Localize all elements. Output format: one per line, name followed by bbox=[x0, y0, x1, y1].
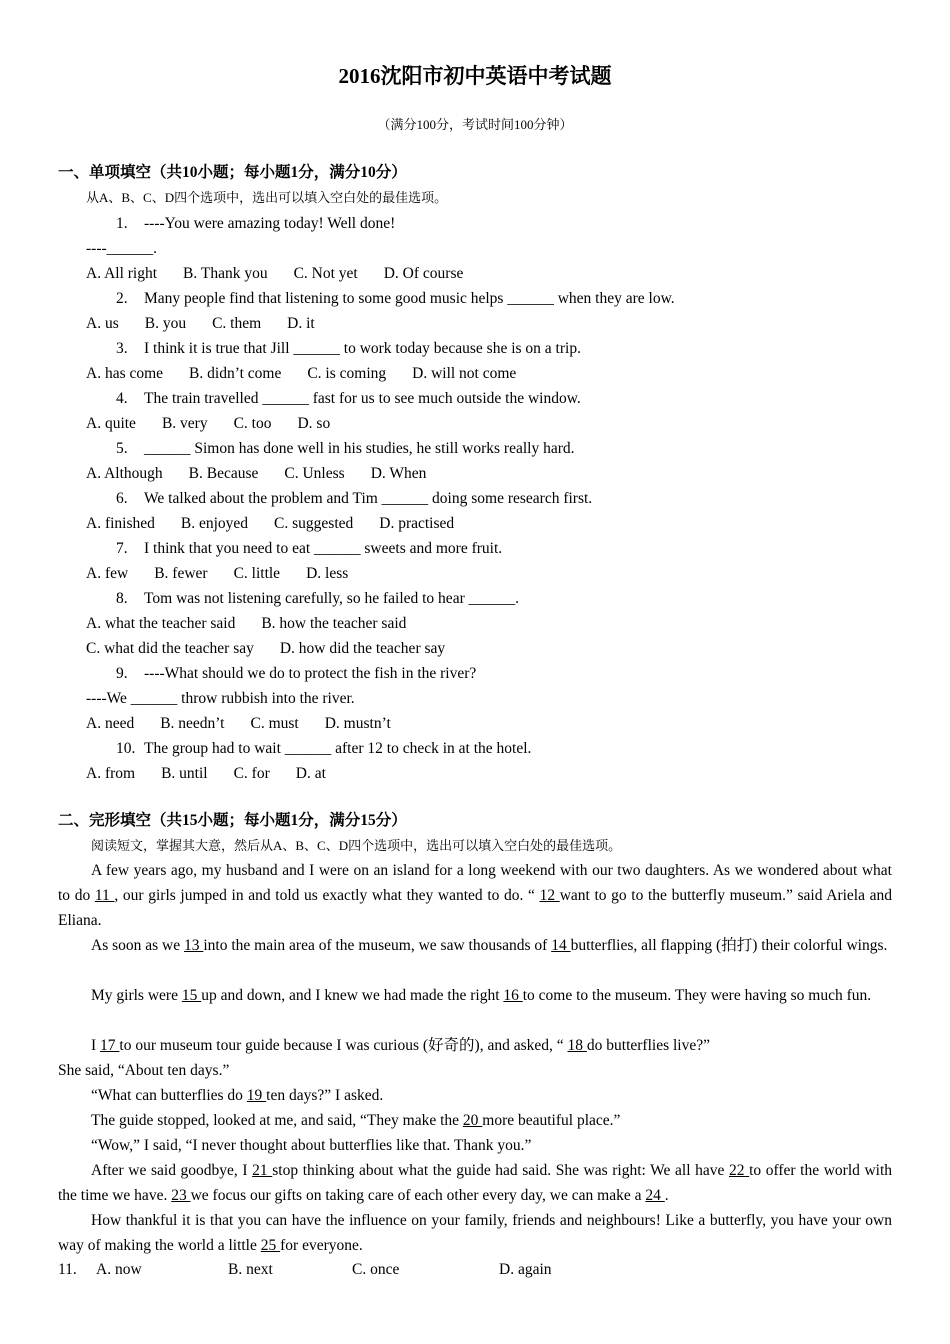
option-b: B. didn’t come bbox=[189, 365, 282, 382]
option-b: B. Thank you bbox=[183, 265, 268, 282]
option-d: D. again bbox=[499, 1261, 552, 1278]
passage-text: more beautiful place.” bbox=[482, 1112, 621, 1129]
option-d: D. practised bbox=[379, 515, 455, 532]
option-c: C. them bbox=[212, 315, 262, 332]
question-number: 1. bbox=[116, 215, 128, 232]
question-number: 5. bbox=[116, 440, 128, 457]
passage-text: we focus our gifts on taking care of each other every day, we can make a bbox=[190, 1187, 646, 1204]
page-title: 2016沈阳市初中英语中考试题 bbox=[338, 64, 612, 88]
option-c: C. what did the teacher say bbox=[86, 640, 254, 657]
option-b: B. very bbox=[161, 415, 208, 432]
option-d: D. so bbox=[297, 415, 331, 432]
question-10-options bbox=[86, 764, 326, 784]
question-text: I think it is true that Jill ______ to work today because she is on a trip. bbox=[144, 340, 581, 357]
question-11-num: 11. bbox=[58, 1261, 77, 1278]
question-1-options bbox=[86, 264, 463, 284]
option-a: A. us bbox=[86, 315, 119, 332]
option-d: D. When bbox=[370, 465, 427, 482]
passage-text: “What can butterflies do bbox=[91, 1087, 247, 1104]
option-b: B. needn’t bbox=[160, 715, 225, 732]
blank-11: 11 bbox=[94, 887, 115, 904]
blank-15: 15 bbox=[181, 987, 202, 1004]
passage-text: into the main area of the museum, we saw thousands of bbox=[203, 937, 552, 954]
passage-text: My girls were bbox=[91, 987, 182, 1004]
passage-paragraph-7 bbox=[58, 1108, 892, 1133]
blank-21: 21 bbox=[252, 1162, 273, 1179]
passage-paragraph-5: She said, “About ten days.” bbox=[58, 1062, 230, 1079]
question-text: ----What should we do to protect the fish in the river? bbox=[144, 665, 477, 682]
option-c: C. too bbox=[233, 415, 272, 432]
option-d: D. mustn’t bbox=[324, 715, 391, 732]
question-number: 8. bbox=[116, 590, 128, 607]
option-c: C. Not yet bbox=[293, 265, 358, 282]
question-number: 3. bbox=[116, 340, 128, 357]
question-7-options bbox=[86, 564, 348, 584]
option-b: B. fewer bbox=[154, 565, 208, 582]
question-text-line2: ----We ______ throw rubbish into the river. bbox=[86, 690, 355, 707]
passage-paragraph-2 bbox=[58, 933, 892, 958]
question-number: 10. bbox=[116, 740, 136, 757]
option-c: C. for bbox=[233, 765, 270, 782]
passage-text: As soon as we bbox=[91, 937, 184, 954]
passage-paragraph-9 bbox=[58, 1158, 892, 1208]
passage-text: to our museum tour guide because I was curious (好奇的), and asked, “ bbox=[119, 1037, 568, 1054]
option-b: B. enjoyed bbox=[180, 515, 249, 532]
option-a: A. what the teacher said bbox=[86, 615, 236, 632]
question-4-options bbox=[86, 414, 330, 434]
blank-14: 14 bbox=[551, 937, 571, 954]
blank-19: 19 bbox=[246, 1087, 267, 1104]
option-a: A. has come bbox=[86, 365, 164, 382]
question-number: 4. bbox=[116, 390, 128, 407]
question-text: ______ Simon has done well in his studies, he still works really hard. bbox=[144, 440, 575, 457]
passage-text: A few years ago, my husband and I were on an island for a long weekend with our two daughters. As we wondered about what to do bbox=[58, 862, 892, 904]
option-c: C. once bbox=[352, 1261, 400, 1278]
option-b: B. until bbox=[161, 765, 208, 782]
option-c: C. suggested bbox=[274, 515, 354, 532]
blank-16: 16 bbox=[503, 987, 523, 1004]
question-text: Many people find that listening to some good music helps ______ when they are low. bbox=[144, 290, 675, 307]
passage-paragraph-3 bbox=[58, 983, 892, 1008]
section1-instruction: 从A、B、C、D四个选项中，选出可以填入空白处的最佳选项。 bbox=[86, 190, 448, 205]
option-a: A. from bbox=[86, 765, 136, 782]
option-a: A. All right bbox=[86, 265, 158, 282]
passage-text: . bbox=[664, 1187, 669, 1204]
passage-text: After we said goodbye, I bbox=[91, 1162, 253, 1179]
question-6-options bbox=[86, 514, 454, 534]
passage-text: I bbox=[91, 1037, 101, 1054]
passage-text: for everyone. bbox=[280, 1237, 363, 1254]
question-3-options bbox=[86, 364, 516, 384]
question-9-options bbox=[86, 714, 391, 734]
question-text-line2: ----______. bbox=[86, 240, 158, 257]
option-b: B. next bbox=[228, 1261, 273, 1278]
question-number: 9. bbox=[116, 665, 128, 682]
blank-24: 24 bbox=[645, 1187, 665, 1204]
option-a: A. few bbox=[86, 565, 129, 582]
passage-paragraph-4 bbox=[58, 1033, 892, 1058]
blank-17: 17 bbox=[100, 1037, 120, 1054]
option-a: A. finished bbox=[86, 515, 155, 532]
passage-text: do butterflies live?” bbox=[586, 1037, 710, 1054]
option-d: D. will not come bbox=[412, 365, 517, 382]
option-a: A. quite bbox=[86, 415, 136, 432]
blank-22: 22 bbox=[728, 1162, 750, 1179]
option-c: C. is coming bbox=[307, 365, 387, 382]
option-c: C. Unless bbox=[284, 465, 345, 482]
passage-text: The guide stopped, looked at me, and said, “They make the bbox=[91, 1112, 463, 1129]
option-d: D. Of course bbox=[383, 265, 464, 282]
question-text: Tom was not listening carefully, so he failed to hear ______. bbox=[144, 590, 519, 607]
section1-heading: 一、单项填空（共10小题；每小题1分，满分10分） bbox=[58, 164, 407, 181]
option-d: D. less bbox=[306, 565, 349, 582]
passage-paragraph-10 bbox=[58, 1208, 892, 1258]
passage-paragraph-1 bbox=[58, 858, 892, 933]
question-text: The group had to wait ______ after 12 to check in at the hotel. bbox=[144, 740, 532, 757]
passage-paragraph-8: “Wow,” I said, “I never thought about butterflies like that. Thank you.” bbox=[91, 1137, 532, 1154]
option-a: A. Although bbox=[86, 465, 163, 482]
question-2-options bbox=[86, 314, 315, 334]
question-text: I think that you need to eat ______ sweets and more fruit. bbox=[144, 540, 503, 557]
passage-text: ten days?” I asked. bbox=[266, 1087, 384, 1104]
blank-20: 20 bbox=[462, 1112, 483, 1129]
question-text: The train travelled ______ fast for us to see much outside the window. bbox=[144, 390, 581, 407]
passage-text: want to go to the butterfly museum.” said Ariela and Eliana. bbox=[58, 887, 892, 929]
question-number: 7. bbox=[116, 540, 128, 557]
passage-text: to come to the museum. They were having so much fun. bbox=[522, 987, 872, 1004]
option-c: C. must bbox=[250, 715, 299, 732]
option-d: D. at bbox=[295, 765, 326, 782]
option-b: B. how the teacher said bbox=[261, 615, 407, 632]
question-8-options-row2 bbox=[86, 639, 445, 659]
passage-paragraph-6 bbox=[58, 1083, 892, 1108]
question-5-options bbox=[86, 464, 426, 484]
blank-13: 13 bbox=[184, 937, 204, 954]
option-b: B. you bbox=[144, 315, 187, 332]
section2-instruction: 阅读短文，掌握其大意，然后从A、B、C、D四个选项中，选出可以填入空白处的最佳选项。 bbox=[91, 838, 622, 853]
blank-18: 18 bbox=[567, 1037, 587, 1054]
question-8-options-row1 bbox=[86, 614, 406, 634]
page-subtitle: （满分100分，考试时间100分钟） bbox=[377, 117, 573, 132]
blank-25: 25 bbox=[260, 1237, 281, 1254]
passage-text: up and down, and I knew we had made the right bbox=[201, 987, 504, 1004]
option-a: A. now bbox=[96, 1261, 142, 1278]
option-a: A. need bbox=[86, 715, 135, 732]
passage-text: butterflies, all flapping (拍打) their colorful wings. bbox=[570, 937, 888, 954]
blank-12: 12 bbox=[539, 887, 560, 904]
blank-23: 23 bbox=[171, 1187, 191, 1204]
option-d: D. it bbox=[287, 315, 315, 332]
option-c: C. little bbox=[233, 565, 281, 582]
passage-text: stop thinking about what the guide had said. She was right: We all have bbox=[272, 1162, 729, 1179]
passage-text: to offer the world with the time we have. bbox=[58, 1162, 893, 1204]
question-text: We talked about the problem and Tim ______ doing some research first. bbox=[144, 490, 593, 507]
option-d: D. how did the teacher say bbox=[279, 640, 446, 657]
passage-text: , our girls jumped in and told us exactly what they wanted to do. “ bbox=[114, 887, 540, 904]
question-text: ----You were amazing today! Well done! bbox=[144, 215, 396, 232]
question-number: 2. bbox=[116, 290, 128, 307]
section2-heading: 二、完形填空（共15小题；每小题1分，满分15分） bbox=[58, 812, 407, 829]
option-b: B. Because bbox=[188, 465, 259, 482]
passage-text: How thankful it is that you can have the influence on your family, friends and neighbours! Like a butterfly, you have your own way of making the world a little bbox=[58, 1212, 892, 1254]
question-number: 6. bbox=[116, 490, 128, 507]
